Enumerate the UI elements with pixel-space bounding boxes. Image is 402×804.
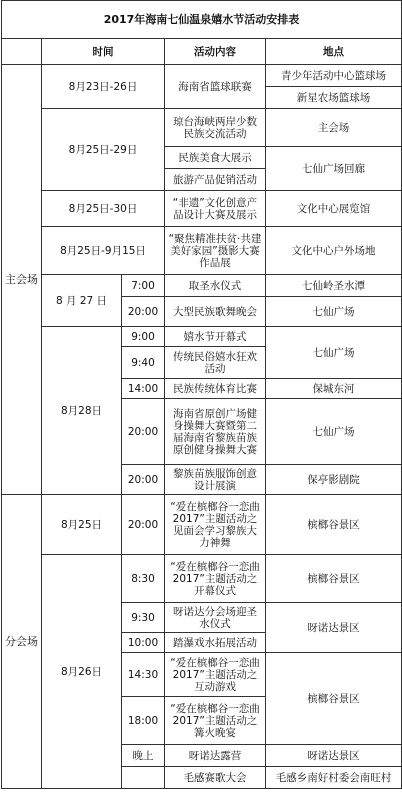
location-cell: 新星农场篮球场: [266, 87, 402, 109]
activity-cell: 民族美食大展示: [165, 147, 266, 169]
activity-cell: 取圣水仪式: [165, 275, 266, 297]
activity-cell: 黎族苗族服饰创意设计展演: [165, 465, 266, 495]
location-cell: 七仙广场: [266, 297, 402, 327]
location-cell: 主会场: [266, 109, 402, 147]
location-cell: 保城东河: [266, 379, 402, 399]
schedule-sheet: [1, 0, 401, 804]
location-cell: 呀诺达景区: [266, 603, 402, 653]
date-cell: 8月25日-29日: [42, 109, 165, 191]
schedule-table: [1, 0, 402, 789]
activity-cell: “爱在槟榔谷一恋曲 2017”主题活动之开幕仪式: [165, 555, 266, 603]
header-activity: 活动内容: [165, 39, 266, 65]
activity-cell: 嬉水节开幕式: [165, 327, 266, 347]
date-cell: 8 月 27 日: [42, 275, 122, 327]
time-cell: 晚上: [122, 745, 165, 767]
time-cell: 9:40: [122, 347, 165, 379]
venue-sub: 分会场: [2, 495, 42, 789]
location-cell: 槟榔谷景区: [266, 495, 402, 555]
activity-cell: 海南省篮球联赛: [165, 65, 266, 109]
activity-cell: “非遗”文化创意产品设计大赛及展示: [165, 191, 266, 227]
activity-cell: 旅游产品促销活动: [165, 169, 266, 191]
location-cell: 毛感乡南好村委会南旺村: [266, 767, 402, 789]
time-cell: 8:30: [122, 555, 165, 603]
date-cell: 8月25日-30日: [42, 191, 165, 227]
location-cell: 文化中心展览馆: [266, 191, 402, 227]
location-cell: 七仙广场: [266, 327, 402, 379]
date-cell: 8月26日: [42, 555, 122, 789]
activity-cell: “爱在槟榔谷一恋曲 2017”主题活动之篝火晚宴: [165, 697, 266, 745]
date-cell: 8月25日: [42, 495, 122, 555]
location-cell: 槟榔谷景区: [266, 555, 402, 603]
activity-cell: 琼台海峡两岸少数民族交流活动: [165, 109, 266, 147]
location-cell: 呀诺达景区: [266, 745, 402, 767]
time-cell: 7:00: [122, 275, 165, 297]
time-cell: 10:00: [122, 633, 165, 653]
time-cell: 14:00: [122, 379, 165, 399]
activity-cell: 毛感赛歌大会: [165, 767, 266, 789]
location-cell: 槟榔谷景区: [266, 653, 402, 745]
activity-cell: 民族传统体育比赛: [165, 379, 266, 399]
location-cell: 青少年活动中心篮球场: [266, 65, 402, 87]
venue-main: 主会场: [2, 65, 42, 495]
time-cell: 20:00: [122, 399, 165, 465]
corner-cell: [2, 39, 42, 65]
location-cell: 保亭影剧院: [266, 465, 402, 495]
activity-cell: “爱在槟榔谷一恋曲 2017”主题活动之互动游戏: [165, 653, 266, 697]
date-cell: 8月25日-9月15日: [42, 227, 165, 275]
time-cell: 14:30: [122, 653, 165, 697]
date-cell: 8月23日-26日: [42, 65, 165, 109]
activity-cell: “爱在槟榔谷一恋曲2017”主题活动之见面会学习黎族大力神舞: [165, 495, 266, 555]
activity-cell: 踏瀑戏水拓展活动: [165, 633, 266, 653]
location-cell: 七仙广场回廊: [266, 147, 402, 191]
location-cell: 文化中心户外场地: [266, 227, 402, 275]
table-title: 2017年海南七仙温泉嬉水节活动安排表: [2, 1, 402, 39]
date-cell: 8月28日: [42, 327, 122, 495]
activity-cell: 呀诺达露营: [165, 745, 266, 767]
time-cell: 20:00: [122, 297, 165, 327]
activity-cell: “聚焦精准扶贫·共建美好家园”摄影大赛作品展: [165, 227, 266, 275]
time-cell: [122, 767, 165, 789]
time-cell: 9:30: [122, 603, 165, 633]
activity-cell: 海南省原创广场健身操舞大赛暨第二届海南省黎族苗族原创健身操舞大赛: [165, 399, 266, 465]
activity-cell: 大型民族歌舞晚会: [165, 297, 266, 327]
time-cell: 18:00: [122, 697, 165, 745]
activity-cell: 呀诺达分会场迎圣水仪式: [165, 603, 266, 633]
header-location: 地点: [266, 39, 402, 65]
time-cell: 20:00: [122, 465, 165, 495]
time-cell: 9:00: [122, 327, 165, 347]
time-cell: 20:00: [122, 495, 165, 555]
activity-cell: 传统民俗嬉水狂欢活动: [165, 347, 266, 379]
location-cell: 七仙广场: [266, 399, 402, 465]
header-time: 时间: [42, 39, 165, 65]
location-cell: 七仙岭圣水潭: [266, 275, 402, 297]
